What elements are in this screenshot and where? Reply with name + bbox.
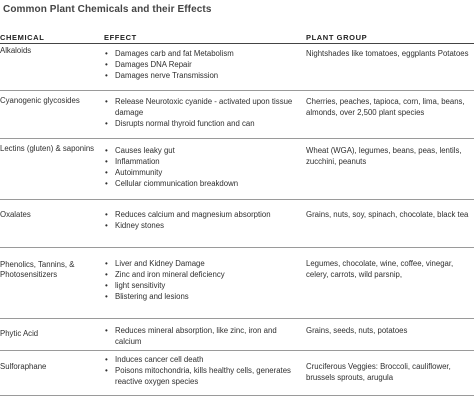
bullet-icon: •: [105, 157, 108, 166]
effect-text: Causes leaky gut: [115, 146, 175, 155]
chemical-name: Phenolics, Tannins, & Photosensitizers: [0, 260, 75, 279]
column-header-chemical: CHEMICAL: [0, 33, 45, 42]
effect-text: Blistering and lesions: [115, 292, 189, 301]
effect-text: Reduces mineral absorption, like zinc, iron and calcium: [115, 326, 277, 346]
effect-item: [104, 156, 300, 167]
plant-group-text: Legumes, chocolate, wine, coffee, vinegar, celery, carrots, wild parsnip,: [306, 259, 454, 279]
effect-item: [104, 48, 300, 59]
effect-text: Poisons mitochondria, kills healthy cells, generates reactive oxygen species: [115, 366, 291, 386]
bullet-icon: •: [105, 60, 108, 69]
effect-text: Damages carb and fat Metabolism: [115, 49, 234, 58]
effect-text: Induces cancer cell death: [115, 355, 204, 364]
row-divider: [0, 199, 474, 200]
chemical-name: Sulforaphane: [0, 362, 47, 371]
effect-item: [104, 220, 300, 231]
plant-group-text: Cherries, peaches, tapioca, corn, lima, beans, almonds, over 2,500 plant species: [306, 97, 465, 117]
row-divider: [0, 318, 474, 319]
bullet-icon: •: [105, 71, 108, 80]
effect-text: Cellular ciommunication breakdown: [115, 179, 239, 188]
effects-list: [104, 325, 300, 347]
bullet-icon: •: [105, 326, 108, 335]
bullet-icon: •: [105, 270, 108, 279]
header-divider: [0, 43, 474, 44]
bullet-icon: •: [105, 179, 108, 188]
plant-group-text: Grains, nuts, soy, spinach, chocolate, black tea: [306, 210, 469, 219]
effect-item: [104, 365, 300, 387]
row-divider: [0, 350, 474, 351]
effect-text: Kidney stones: [115, 221, 164, 230]
row-divider: [0, 247, 474, 248]
plant-group-text: Nightshades like tomatoes, eggplants Potatoes: [306, 49, 469, 58]
effect-item: [104, 280, 300, 291]
effect-item: [104, 59, 300, 70]
chemical-name: Cyanogenic glycosides: [0, 96, 80, 105]
effect-text: light sensitivity: [115, 281, 166, 290]
effect-item: [104, 209, 300, 220]
effect-item: [104, 258, 300, 269]
bullet-icon: •: [105, 49, 108, 58]
bullet-icon: •: [105, 210, 108, 219]
effects-list: [104, 48, 300, 81]
bullet-icon: •: [105, 119, 108, 128]
effect-item: [104, 167, 300, 178]
effect-item: [104, 96, 300, 118]
column-header-effect: EFFECT: [104, 33, 137, 42]
effects-list: [104, 145, 300, 189]
effect-item: [104, 178, 300, 189]
chemical-name: Oxalates: [0, 210, 31, 219]
plant-group-text: Wheat (WGA), legumes, beans, peas, lentils, zucchini, peanuts: [306, 146, 462, 166]
effect-text: Liver and Kidney Damage: [115, 259, 205, 268]
bullet-icon: •: [105, 97, 108, 106]
effect-text: Damages nerve Transmission: [115, 71, 219, 80]
bullet-icon: •: [105, 281, 108, 290]
effect-text: Inflammation: [115, 157, 160, 166]
plant-group-text: Cruciferous Veggies: Broccoli, cauliflower, brussels sprouts, arugula: [306, 362, 451, 382]
chemical-name: Alkaloids: [0, 46, 32, 55]
chemical-name: Lectins (gluten) & saponins: [0, 144, 95, 153]
effects-list: [104, 258, 300, 302]
page-title: Common Plant Chemicals and their Effects: [3, 4, 212, 15]
bullet-icon: •: [105, 366, 108, 375]
effect-text: Reduces calcium and magnesium absorption: [115, 210, 271, 219]
effect-text: Release Neurotoxic cyanide - activated upon tissue damage: [115, 97, 293, 117]
effect-item: [104, 118, 300, 129]
bullet-icon: •: [105, 292, 108, 301]
plant-group-text: Grains, seeds, nuts, potatoes: [306, 326, 408, 335]
bullet-icon: •: [105, 221, 108, 230]
effect-item: [104, 291, 300, 302]
bullet-icon: •: [105, 168, 108, 177]
effect-text: Autoimmunity: [115, 168, 163, 177]
effect-text: Disrupts normal thyroid function and can: [115, 119, 255, 128]
bullet-icon: •: [105, 146, 108, 155]
bullet-icon: •: [105, 355, 108, 364]
effects-list: [104, 96, 300, 129]
effect-text: Zinc and iron mineral deficiency: [115, 270, 225, 279]
effects-list: [104, 209, 300, 231]
effects-list: [104, 354, 300, 387]
effect-item: [104, 70, 300, 81]
chemical-name: Phytic Acid: [0, 329, 39, 338]
effect-text: Damages DNA Repair: [115, 60, 192, 69]
row-divider: [0, 138, 474, 139]
effect-item: [104, 325, 300, 347]
effect-item: [104, 269, 300, 280]
column-header-plant-group: PLANT GROUP: [306, 33, 368, 42]
effect-item: [104, 145, 300, 156]
bullet-icon: •: [105, 259, 108, 268]
row-divider: [0, 395, 474, 396]
row-divider: [0, 90, 474, 91]
effect-item: [104, 354, 300, 365]
